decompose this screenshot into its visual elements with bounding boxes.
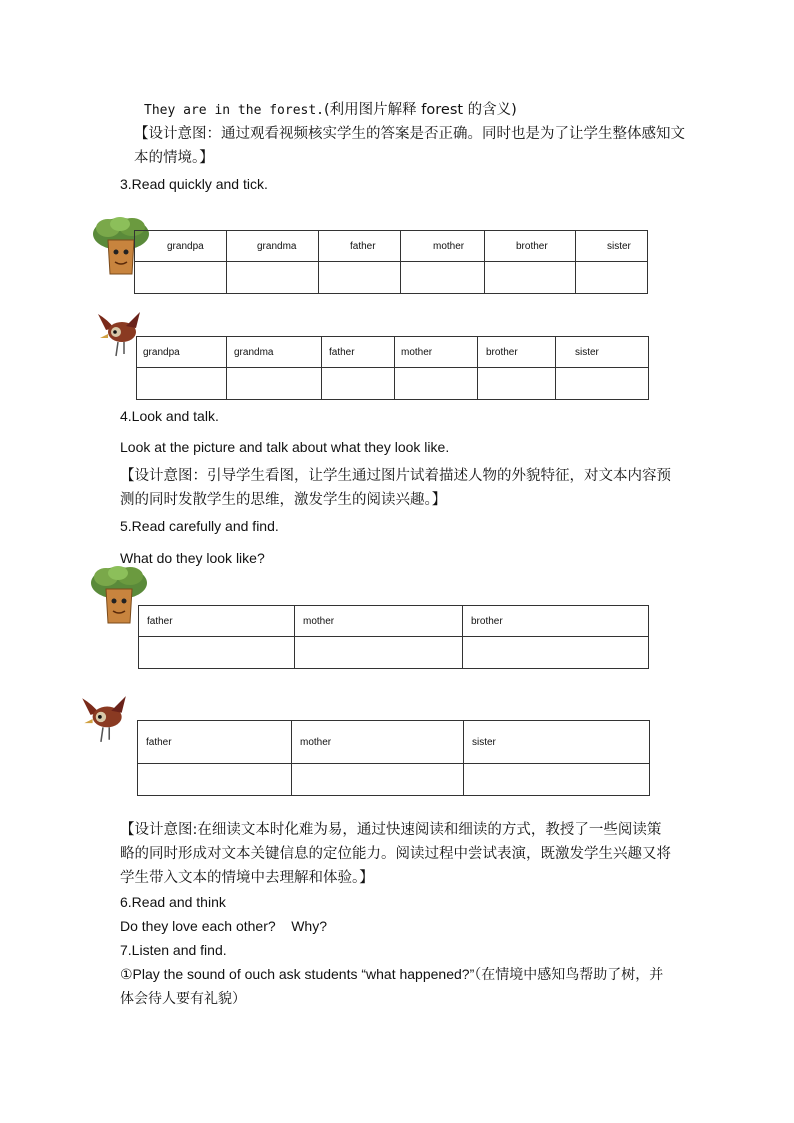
step-6-heading: 6.Read and think [120,894,226,910]
tree-look-cell[interactable] [463,637,649,669]
step-5-question: What do they look like? [120,550,265,566]
tree-tick-header-brother: brother [485,231,576,262]
bird-tick-cell[interactable] [556,368,649,400]
step-4-question: Look at the picture and talk about what they look like. [120,439,450,455]
tree-tick-table [134,230,648,294]
tree-tick-cell[interactable] [135,262,227,294]
bird-tick-cell[interactable] [478,368,556,400]
tree-tick-header-mother: mother [401,231,485,262]
bird-tick-table [136,336,649,400]
bird-character-icon [76,692,130,746]
bird-look-cell[interactable] [292,764,464,796]
bird-tick-cell[interactable] [137,368,227,400]
tree-tick-header-father: father [319,231,401,262]
tree-look-header-father: father [139,606,295,637]
tree-tick-cell[interactable] [227,262,319,294]
bird-look-cell[interactable] [464,764,650,796]
forest-sentence-en: They are in the forest. [144,103,325,118]
tree-look-cell[interactable] [295,637,463,669]
tree-look-header-brother: brother [463,606,649,637]
bird-tick-header-father: father [322,337,395,368]
step-6-question: Do they love each other? Why? [120,918,327,934]
bird-tick-cell[interactable] [322,368,395,400]
tree-tick-cell[interactable] [319,262,401,294]
bird-tick-header-sister: sister [556,337,649,368]
tree-tick-header-sister: sister [576,231,648,262]
bird-tick-header-grandpa: grandpa [137,337,227,368]
tree-tick-header-grandpa: grandpa [135,231,227,262]
tree-tick-cell[interactable] [401,262,485,294]
bird-tick-header-brother: brother [478,337,556,368]
tree-look-table [138,605,649,669]
step-5-heading: 5.Read carefully and find. [120,518,279,534]
bird-look-header-father: father [138,721,292,764]
tree-look-header-mother: mother [295,606,463,637]
bird-look-header-mother: mother [292,721,464,764]
step-3-heading: 3.Read quickly and tick. [120,176,268,192]
tree-look-cell[interactable] [139,637,295,669]
bird-tick-cell[interactable] [395,368,478,400]
tree-tick-cell[interactable] [485,262,576,294]
step-4-heading: 4.Look and talk. [120,408,219,424]
design-intent-1: 【设计意图：通过观看视频核实学生的答案是否正确。同时也是为了让学生整体感知文本的情境。】 [134,126,685,166]
bird-tick-cell[interactable] [227,368,322,400]
forest-sentence [144,98,517,122]
bird-tick-header-mother: mother [395,337,478,368]
bird-tick-header-grandma: grandma [227,337,322,368]
design-intent-3: 【设计意图:在细读文本时化难为易，通过快速阅读和细读的方式，教授了一些阅读策略的同时形成对文本关键信息的定位能力。阅读过程中尝试表演，既激发学生兴趣又将学生带入文本的情境中去理解和体验。】 [120,822,671,886]
step-7-heading: 7.Listen and find. [120,942,227,958]
bird-look-header-sister: sister [464,721,650,764]
forest-sentence-note: (利用图片解释 forest 的含义) [324,102,517,118]
tree-tick-header-grandma: grandma [227,231,319,262]
bird-look-table [137,720,650,796]
bird-look-cell[interactable] [138,764,292,796]
tree-tick-cell[interactable] [576,262,648,294]
step-7-item-1: ①Play the sound of ouch ask students “what happened?”（在情境中感知鸟帮助了树，并体会待人要有礼貌） [120,966,664,1006]
design-intent-2: 【设计意图：引导学生看图，让学生通过图片试着描述人物的外貌特征，对文本内容预测的同时发散学生的思维，激发学生的阅读兴趣。】 [120,468,671,508]
